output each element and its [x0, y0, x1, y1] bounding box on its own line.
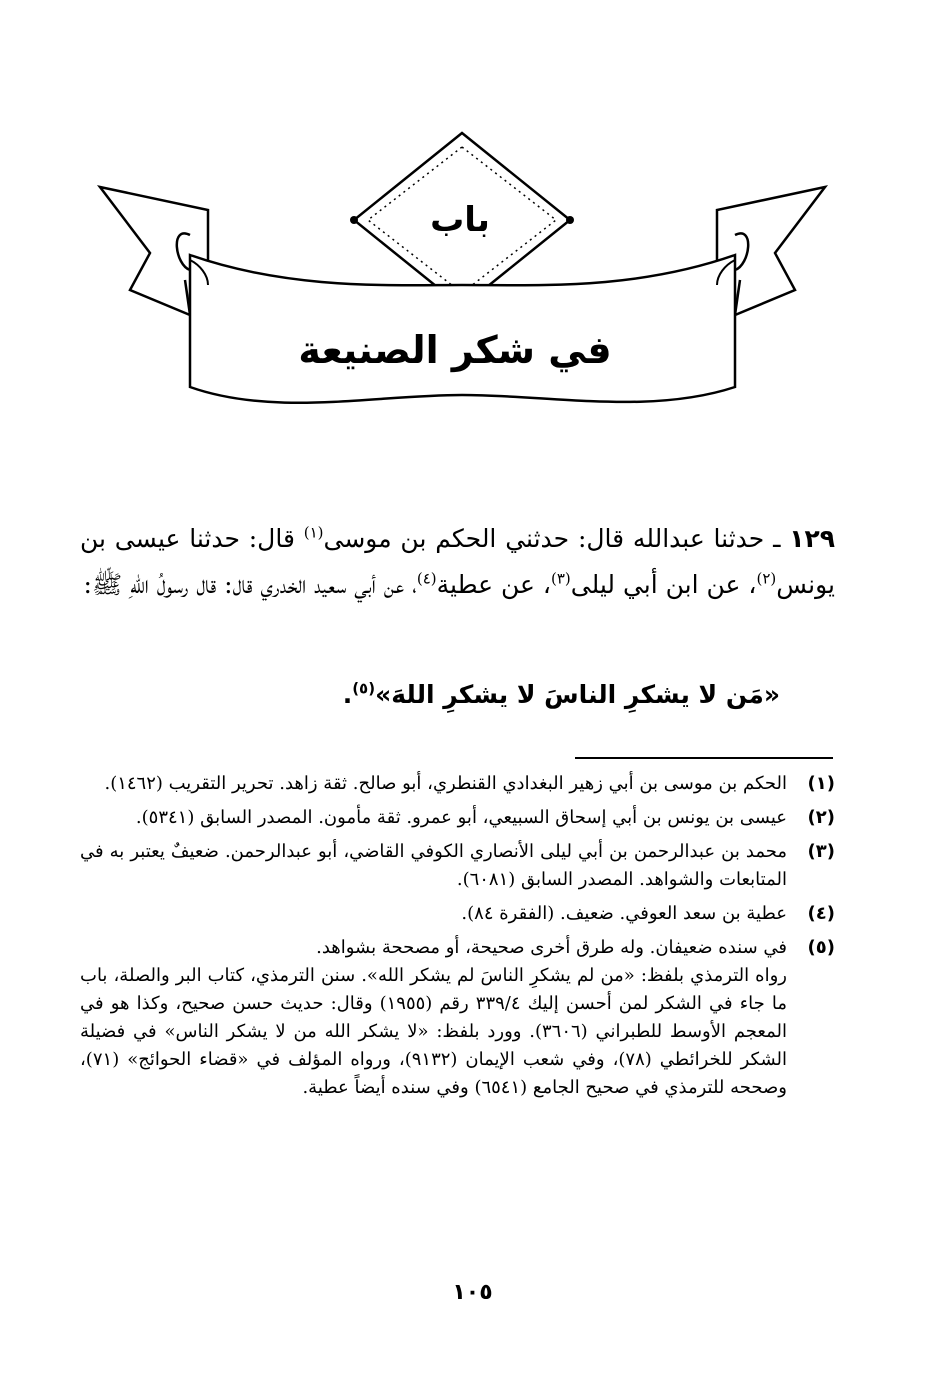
- footnote-number: (٥): [807, 937, 835, 958]
- footnote-ref: (٢): [756, 569, 777, 588]
- footnote-ref: (٥): [352, 679, 376, 698]
- chapter-label: باب: [430, 200, 490, 240]
- footnote-item: [80, 838, 835, 894]
- chapter-title: في شكر الصنيعة: [298, 328, 612, 372]
- footnote-text: عطية بن سعد العوفي. ضعيف. (الفقرة ٨٤).: [461, 903, 787, 924]
- hadith-text: ـ حدثنا عبدالله قال: حدثني الحكم بن موسى: [323, 524, 790, 553]
- hadith-text: ، عن أبي سعيد الخدري قال: قال رسولُ اللهِ ﷺ:: [83, 570, 417, 599]
- footnote-text: عيسى بن يونس بن أبي إسحاق السبيعي، أبو عمرو. ثقة مأمون. المصدر السابق (٥٣٤١).: [135, 807, 787, 828]
- footnote-item: [80, 804, 835, 832]
- hadith-number: ١٢٩: [789, 524, 836, 553]
- hadith-text: ، عن ابن أبي ليلى: [570, 570, 757, 599]
- footnote-item: [80, 900, 835, 928]
- footnote-item: [80, 934, 835, 962]
- footnote-continuation: رواه الترمذي بلفظ: «من لم يشكرِ الناسَ لم يشكر الله». سنن الترمذي، كتاب البر والصلة، باب ما جاء في الشكر لمن أحسن إليك ٣٣٩/٤ رقم (١٩٥٥) وقال: حديث حسن صحيح، وكذا هو في المعجم الأوسط للطبراني (٣٦٠٦). وورد بلفظ: «لا يشكر الله من لا يشكر الناس» في فضيلة الشكر للخرائطي (٧٨)، وفي شعب الإيمان (٩١٣٢)، ورواه المؤلف في «قضاء الحوائج» (٧١)، وصححه للترمذي في صحيح الجامع (٦٥٤١) وفي سنده أيضاً عطية.: [80, 965, 787, 1098]
- footnote-number: (٢): [807, 807, 835, 828]
- chapter-banner-ornament: [90, 125, 835, 435]
- footnote-ref: (١): [303, 523, 324, 542]
- saying-text: «مَن لا يشكرِ الناسَ لا يشكرِ اللهَ»: [375, 680, 780, 709]
- footnote-item: [80, 770, 835, 798]
- footnote-text: في سنده ضعيفان. وله طرق أخرى صحيحة، أو مصححة بشواهد.: [316, 937, 787, 958]
- hadith-paragraph: [80, 516, 835, 608]
- hadith-saying: [80, 680, 780, 709]
- footnote-ref: (٣): [550, 569, 571, 588]
- footnote-number: (٣): [807, 841, 835, 862]
- hadith-text: قال: حدثنا عيسى بن يونس: [80, 524, 835, 599]
- footnote-text: محمد بن عبدالرحمن بن أبي ليلى الأنصاري الكوفي القاضي، أبو عبدالرحمن. ضعيفٌ يعتبر به في المتابعات والشواهد. المصدر السابق (٦٠٨١).: [80, 841, 787, 890]
- footnote-separator: [575, 757, 833, 759]
- footnotes: [80, 770, 835, 1102]
- footnote-number: (٤): [807, 903, 835, 924]
- footnote-text: الحكم بن موسى بن أبي زهير البغدادي القنطري، أبو صالح. ثقة زاهد. تحرير التقريب (١٤٦٢).: [104, 773, 787, 794]
- hadith-text: ، عن عطية: [436, 570, 551, 599]
- page-number: ١٠٥: [452, 1280, 493, 1305]
- saying-end: .: [342, 680, 353, 709]
- footnote-ref: (٤): [416, 569, 437, 588]
- footnote-number: (١): [807, 773, 835, 794]
